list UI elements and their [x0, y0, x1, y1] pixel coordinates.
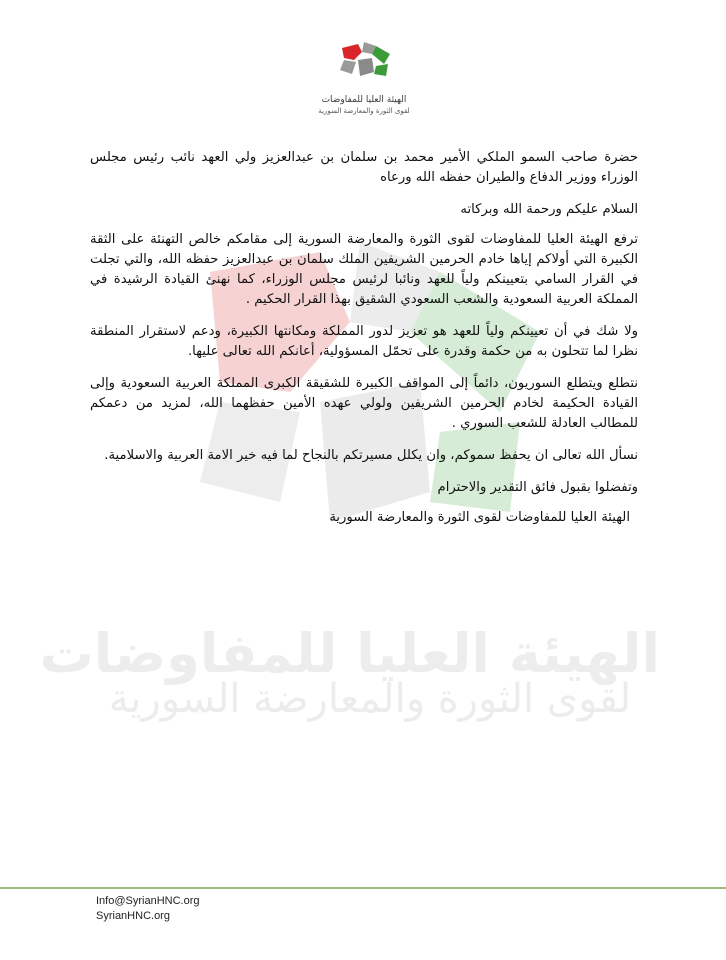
- logo-emblem-icon: [332, 38, 396, 90]
- footer-divider: [0, 887, 726, 889]
- watermark-text-line2: لقوى الثورة والمعارضة السورية: [108, 676, 632, 722]
- watermark-text-line1: الهيئة العليا للمفاوضات: [39, 622, 660, 685]
- letter-signature: الهيئة العليا للمفاوضات لقوى الثورة والمعارضة السورية: [329, 510, 630, 525]
- letter-paragraph-4: نسأل الله تعالى ان يحفظ سموكم، وان يكلل مسيرتكم بالنجاح لما فيه خير الامة العربية والاسلامية.: [104, 448, 638, 463]
- letter-paragraph-3: نتطلع ويتطلع السوريون، دائماً إلى المواقف الكبيرة للشقيقة الكبرى المملكة العربية السعودية وإلى القيادة الحكيمة لخادم الحرمين الشريفين ولولي عهده الأمين حفظهما الله، لمزيد من دعمكم للمطالب العادلة للشعب السوري .: [90, 376, 638, 431]
- logo-name-line1: الهيئة العليا للمفاوضات: [321, 95, 407, 105]
- footer-email-link[interactable]: Info@SyrianHNC.org: [96, 895, 200, 907]
- letter-paragraph-2: ولا شك في أن تعيينكم ولياً للعهد هو تعزيز لدور المملكة ومكانتها الكبيرة، ودعم لاستقرار المنطقة نظرا لما تتحلون به من حكمة وقدرة على تحمّل المسؤولية، أعانكم الله تعالى عليها.: [90, 324, 638, 359]
- footer-contact: [96, 894, 199, 924]
- letter-body: [90, 148, 638, 540]
- footer-website-link[interactable]: SyrianHNC.org: [96, 910, 170, 922]
- letter-closing: وتفضلوا بقبول فائق التقدير والاحترام: [437, 480, 638, 495]
- logo-name-line2: لقوى الثورة والمعارضة السورية: [318, 107, 410, 115]
- organization-logo: [318, 38, 410, 118]
- letter-greeting: السلام عليكم ورحمة الله وبركاته: [460, 202, 638, 217]
- letter-paragraph-1: ترفع الهيئة العليا للمفاوضات لقوى الثورة والمعارضة السورية إلى مقامكم خالص التهنئة على الثقة الكبيرة التي أولاكم إياها خادم الحرمين الشريفين الملك سلمان بن عبدالعزيز حفظه الله، والتي تجلت في القرار السامي بتعيينكم ولياً للعهد ونائبا لرئيس مجلس الوزراء، كما نهنئ القيادة الرشيدة في المملكة العربية السعودية والشعب السعودي الشقيق بهذا القرار الحكيم .: [90, 232, 638, 307]
- letter-addressee: حضرة صاحب السمو الملكي الأمير محمد بن سلمان بن عبدالعزيز ولي العهد نائب رئيس مجلس الوزراء ووزير الدفاع والطيران حفظه الله ورعاه: [90, 150, 638, 185]
